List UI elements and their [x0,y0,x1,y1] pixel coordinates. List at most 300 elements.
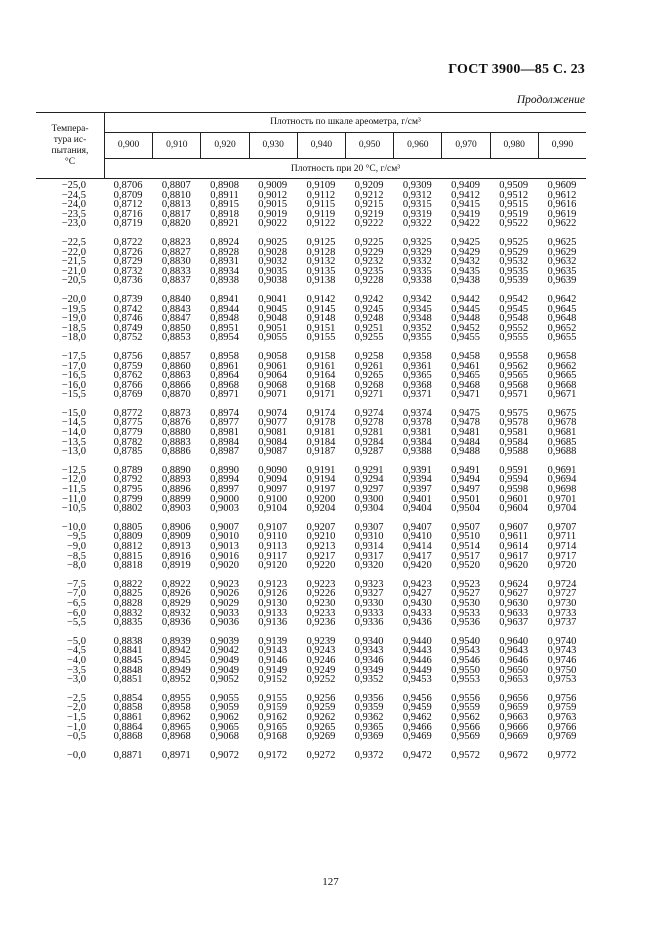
density-cell: 0,9340 [354,635,384,647]
density-cell: 0,9452 [451,322,480,334]
density-cell: 0,9491 [451,464,480,476]
density-cell: 0,9422 [451,218,480,230]
density-cell: 0,9278 [354,417,384,429]
density-cell: 0,9294 [354,474,384,486]
density-cell: 0,9048 [258,313,288,325]
density-cell: 0,9562 [451,711,480,723]
density-cell: 0,9675 [547,407,577,419]
temperature-cell: −9,0 [66,541,86,552]
table-row [36,447,586,457]
density-cell: 0,9566 [451,721,480,733]
density-cell: 0,9433 [402,607,432,619]
density-cell: 0,9281 [354,427,384,439]
density-cell: 0,9497 [451,484,480,496]
density-cell: 0,9633 [499,607,529,619]
temperature-cell: −12,0 [61,474,86,486]
density-cell: 0,9174 [306,407,336,419]
density-cell: 0,9081 [258,427,288,439]
density-cell: 0,8792 [113,474,143,486]
density-cell: 0,8951 [210,322,239,334]
density-cell: 0,8893 [161,474,191,486]
density-cell: 0,9619 [547,208,577,220]
density-cell: 0,9262 [306,711,336,723]
density-cell: 0,8851 [113,674,143,686]
temperature-cell: −0,5 [66,731,86,743]
density-cell: 0,8775 [113,417,143,429]
density-cell: 0,9727 [547,588,577,600]
density-cell: 0,9272 [306,749,336,761]
temperature-cell: −17,0 [61,360,86,372]
density-cell: 0,9223 [306,578,336,590]
density-cell: 0,9352 [402,322,432,334]
density-cell: 0,9671 [547,389,577,401]
row-group [36,181,586,229]
density-cell: 0,9222 [354,218,384,230]
density-cell: 0,9630 [499,597,529,609]
density-cell: 0,8802 [113,503,143,515]
density-cell: 0,9361 [402,360,432,372]
temperature-cell: −16,5 [61,370,86,382]
column-header: 0,980 [491,133,539,158]
density-cell: 0,8853 [161,332,191,344]
table-row [36,561,586,571]
temperature-cell: −25,0 [61,180,86,191]
column-header: 0,910 [153,133,201,158]
density-cell: 0,8805 [113,521,143,533]
column-header: 0,930 [250,133,298,158]
density-cell: 0,9139 [258,635,288,647]
density-cell: 0,9268 [354,379,384,391]
density-cell: 0,9094 [258,474,288,486]
density-cell: 0,9412 [451,189,480,201]
density-cell: 0,8896 [161,484,191,496]
density-cell: 0,9184 [306,436,336,448]
density-cell: 0,8924 [210,236,239,248]
density-cell: 0,9711 [547,531,577,543]
density-cell: 0,9488 [451,446,480,458]
temperature-cell: −18,0 [61,332,86,344]
temperature-cell: −20,5 [61,275,86,287]
density-cell: 0,9391 [402,464,432,476]
density-cell: 0,8915 [210,199,239,211]
density-cell: 0,9062 [210,711,239,723]
density-cell: 0,9629 [547,246,577,258]
density-cell: 0,9415 [451,199,480,211]
density-cell: 0,8759 [113,360,143,372]
density-cell: 0,9517 [451,550,480,562]
density-cell: 0,8766 [113,379,143,391]
temperature-cell: −21,5 [61,256,86,268]
density-cell: 0,9530 [451,597,480,609]
density-cell: 0,9191 [306,464,336,476]
density-cell: 0,9365 [354,721,384,733]
density-cell: 0,9314 [354,541,384,552]
density-cell: 0,8820 [161,218,191,230]
density-cell: 0,9423 [402,578,432,590]
density-cell: 0,9494 [451,474,480,486]
density-cell: 0,9445 [451,303,480,315]
density-cell: 0,9612 [547,189,577,201]
density-cell: 0,9459 [402,702,432,714]
density-cell: 0,9733 [547,607,577,619]
density-cell: 0,9148 [306,313,336,325]
temperature-cell: −14,0 [61,427,86,439]
table-row [36,333,586,343]
density-cell: 0,8752 [113,332,143,344]
table-row [36,390,586,400]
density-cell: 0,8942 [161,645,191,657]
density-cell: 0,9478 [451,417,480,429]
temperature-cell: −11,5 [62,484,86,496]
density-cell: 0,9458 [451,350,480,362]
density-cell: 0,8958 [161,702,191,714]
density-cell: 0,9145 [306,303,336,315]
density-cell: 0,9510 [451,531,480,543]
density-cell: 0,9038 [258,275,288,287]
row-group [36,352,586,400]
density-cell: 0,9514 [451,541,480,552]
density-cell: 0,9369 [354,731,384,743]
density-cell: 0,9015 [258,199,288,211]
density-cell: 0,9394 [402,474,432,486]
density-cell: 0,9269 [306,731,336,743]
density-cell: 0,9414 [402,541,432,552]
density-cell: 0,9020 [210,560,239,572]
density-cell: 0,9097 [258,484,288,496]
density-cell: 0,9440 [402,635,432,647]
temperature-cell: −5,5 [66,617,86,629]
density-cell: 0,9355 [402,332,432,344]
density-cell: 0,8899 [161,493,191,505]
density-cell: 0,9691 [547,464,577,476]
density-cell: 0,9436 [402,617,432,629]
density-cell: 0,9519 [499,208,529,220]
density-cell: 0,8749 [113,322,143,334]
density-cell: 0,8815 [113,550,143,562]
density-cell: 0,9769 [547,731,577,743]
density-cell: 0,8722 [113,236,143,248]
density-cell: 0,9135 [306,265,336,277]
density-cell: 0,9019 [258,208,288,220]
density-cell: 0,9125 [306,236,336,248]
density-cell: 0,8921 [210,218,239,230]
density-cell: 0,9342 [402,293,432,305]
density-cell: 0,8812 [113,541,143,552]
density-cell: 0,9522 [499,218,529,230]
density-cell: 0,9578 [499,417,529,429]
density-cell: 0,9465 [451,370,480,382]
density-cell: 0,9668 [547,379,577,391]
density-cell: 0,9165 [258,721,288,733]
temperature-cell: −3,0 [66,674,86,686]
hydrometer-density-header: Плотность по шкале ареометра, г/см³ [105,113,586,133]
density-cell: 0,9446 [402,654,432,666]
density-cell: 0,8913 [161,541,191,552]
density-cell: 0,9438 [451,275,480,287]
density-cell: 0,8706 [113,180,143,191]
density-cell: 0,8769 [113,389,143,401]
temperature-cell: −24,0 [61,199,86,211]
density-cell: 0,8864 [113,721,143,733]
temperature-cell: −5,0 [66,635,86,647]
density-cell: 0,9330 [354,597,384,609]
density-cell: 0,9704 [547,503,577,515]
temperature-cell: −6,5 [66,597,86,609]
density-cell: 0,9335 [402,265,432,277]
density-cell: 0,9036 [210,617,239,629]
density-cell: 0,9397 [402,484,432,496]
density-cell: 0,8873 [161,407,191,419]
density-cell: 0,9410 [402,531,432,543]
density-cell: 0,8922 [161,578,191,590]
density-header-block [105,113,586,178]
density-cell: 0,9381 [402,427,432,439]
temperature-cell: −23,0 [61,218,86,230]
density-cell: 0,8818 [113,560,143,572]
temperature-header-cell [36,113,105,178]
density-cell: 0,9071 [258,389,288,401]
density-cell: 0,9740 [547,635,577,647]
density-cell: 0,9611 [499,531,528,543]
density-cell: 0,9343 [354,645,384,657]
density-cell: 0,9225 [354,236,384,248]
temperature-cell: −4,5 [66,645,86,657]
density-cell: 0,9435 [451,265,480,277]
density-cell: 0,9591 [499,464,529,476]
density-cell: 0,9681 [547,427,577,439]
density-cell: 0,8832 [113,607,143,619]
density-cell: 0,9532 [499,256,529,268]
density-cell: 0,9678 [547,417,577,429]
density-cell: 0,9320 [354,560,384,572]
density-cell: 0,9659 [499,702,529,714]
density-cell: 0,9540 [451,635,480,647]
density-cell: 0,9601 [499,493,529,505]
density-cell: 0,8854 [113,692,143,704]
temperature-cell: −8,5 [66,550,86,562]
density-cell: 0,9007 [210,521,239,533]
density-cell: 0,9598 [499,484,529,496]
density-cell: 0,9368 [402,379,432,391]
density-cell: 0,8729 [113,256,143,268]
density-cell: 0,9409 [451,180,480,191]
density-cell: 0,9003 [210,503,239,515]
column-header: 0,900 [105,133,153,158]
density-cell: 0,9656 [499,692,529,704]
density-cell: 0,9016 [210,550,239,562]
density-cell: 0,9407 [402,521,432,533]
density-cell: 0,9338 [402,275,432,287]
density-cell: 0,8742 [113,303,143,315]
density-cell: 0,9571 [499,389,529,401]
density-cell: 0,9309 [402,180,432,191]
density-cell: 0,9545 [499,303,529,315]
density-cell: 0,9371 [402,389,432,401]
density-cell: 0,8719 [113,218,143,230]
density-cell: 0,9022 [258,218,288,230]
density-cell: 0,9753 [547,674,577,686]
density-cell: 0,9274 [354,407,384,419]
density-cell: 0,8916 [161,550,191,562]
density-cell: 0,9643 [499,645,529,657]
density-cell: 0,8799 [113,493,143,505]
density-cell: 0,9523 [451,578,480,590]
density-cell: 0,9575 [499,407,529,419]
density-cell: 0,9251 [354,322,384,334]
page-number: 127 [322,876,339,888]
density-cell: 0,8858 [113,702,143,714]
density-cell: 0,9194 [306,474,336,486]
density-cell: 0,9064 [258,370,288,382]
density-cell: 0,9087 [258,446,288,458]
density-cell: 0,9255 [354,332,384,344]
density-cell: 0,8929 [161,597,191,609]
density-cell: 0,9536 [451,617,480,629]
density-cell: 0,9635 [547,265,577,277]
table-row [36,219,586,229]
density-cell: 0,9420 [402,560,432,572]
density-cell: 0,8847 [161,313,191,325]
density-cell: 0,9652 [547,322,577,334]
density-cell: 0,9112 [306,189,336,201]
density-cell: 0,9466 [402,721,432,733]
density-cell: 0,8817 [161,208,191,220]
density-cell: 0,9501 [451,493,480,505]
density-column-headers [105,133,586,159]
density-cell: 0,9701 [547,493,577,505]
density-cell: 0,9197 [306,484,336,496]
density-cell: 0,9453 [402,674,432,686]
density-cell: 0,9401 [402,493,432,505]
density-cell: 0,9297 [354,484,384,496]
density-cell: 0,9685 [547,436,577,448]
density-cell: 0,8838 [113,635,143,647]
density-cell: 0,9542 [499,293,529,305]
density-cell: 0,9352 [354,674,384,686]
density-cell: 0,8822 [113,578,143,590]
density-cell: 0,9220 [306,560,336,572]
density-cell: 0,9291 [354,464,384,476]
continuation-label: Продолжение [516,94,585,106]
density-cell: 0,9730 [547,597,577,609]
density-cell: 0,9658 [547,350,577,362]
density-cell: 0,8968 [161,731,191,743]
row-group [36,580,586,628]
density-cell: 0,9035 [258,265,288,277]
density-cell: 0,9527 [451,588,480,600]
density-cell: 0,9213 [306,541,336,552]
density-cell: 0,9617 [499,550,529,562]
density-cell: 0,8987 [210,446,239,458]
table-row [36,276,586,286]
table-body [36,179,586,760]
density-cell: 0,9122 [306,218,336,230]
density-cell: 0,9226 [306,588,336,600]
density-cell: 0,8961 [210,360,239,372]
density-cell: 0,8870 [161,389,191,401]
density-cell: 0,8863 [161,370,191,382]
density-cell: 0,9207 [306,521,336,533]
density-cell: 0,9620 [499,560,529,572]
density-cell: 0,9607 [499,521,529,533]
density-cell: 0,9553 [451,674,480,686]
density-cell: 0,9315 [402,199,432,211]
density-cell: 0,8850 [161,322,191,334]
density-cell: 0,9456 [402,692,432,704]
density-cell: 0,9648 [547,313,577,325]
density-cell: 0,9356 [354,692,384,704]
density-cell: 0,9349 [354,664,384,676]
density-cell: 0,9319 [402,208,432,220]
density-cell: 0,8857 [161,350,191,362]
temperature-cell: −7,0 [66,588,86,600]
temperature-cell: −13,0 [61,446,86,458]
column-header: 0,990 [551,140,574,150]
density-cell: 0,9455 [451,332,480,344]
density-cell: 0,9104 [258,503,288,515]
density-at-20-header: Плотность при 20 °С, г/см³ [290,164,401,174]
density-cell: 0,8968 [210,379,239,391]
density-cell: 0,8890 [161,464,191,476]
density-cell: 0,9449 [402,664,432,676]
density-cell: 0,9233 [306,607,336,619]
density-cell: 0,9555 [499,332,529,344]
density-cell: 0,9155 [306,332,336,344]
density-cell: 0,9051 [258,322,288,334]
density-cell: 0,9562 [499,360,529,372]
density-cell: 0,9187 [306,446,336,458]
density-cell: 0,8911 [210,189,239,201]
density-cell: 0,9028 [258,246,288,258]
density-cell: 0,9100 [258,493,288,505]
density-cell: 0,8941 [210,293,239,305]
density-cell: 0,8994 [210,474,239,486]
density-cell: 0,8964 [210,370,239,382]
density-cell: 0,9265 [354,370,384,382]
density-cell: 0,9484 [451,436,480,448]
temperature-cell: −15,5 [61,389,86,401]
density-cell: 0,9138 [306,275,336,287]
density-cell: 0,8807 [161,180,191,191]
density-cell: 0,9025 [258,236,288,248]
density-cell: 0,8919 [161,560,191,572]
density-cell: 0,9052 [210,674,239,686]
density-cell: 0,9525 [499,236,529,248]
density-cell: 0,8843 [161,303,191,315]
density-cell: 0,9345 [402,303,432,315]
density-cell: 0,8712 [113,199,143,211]
density-cell: 0,8958 [210,350,239,362]
density-cell: 0,9107 [258,521,288,533]
density-cell: 0,9142 [306,293,336,305]
density-cell: 0,8860 [161,360,191,372]
density-cell: 0,9130 [258,597,288,609]
density-cell: 0,9653 [499,674,529,686]
density-cell: 0,8825 [113,588,143,600]
column-header: 0,950 [346,133,394,158]
density-cell: 0,9359 [354,702,384,714]
density-cell: 0,8736 [113,275,143,287]
density-cell: 0,9614 [499,541,529,552]
density-cell: 0,9565 [499,370,529,382]
density-cell: 0,9178 [306,417,336,429]
density-cell: 0,9126 [258,588,288,600]
temperature-cell: −15,0 [61,407,86,419]
density-cell: 0,9468 [451,379,480,391]
density-cell: 0,9714 [547,541,577,552]
density-cell: 0,9625 [547,236,577,248]
density-cell: 0,9550 [451,664,480,676]
